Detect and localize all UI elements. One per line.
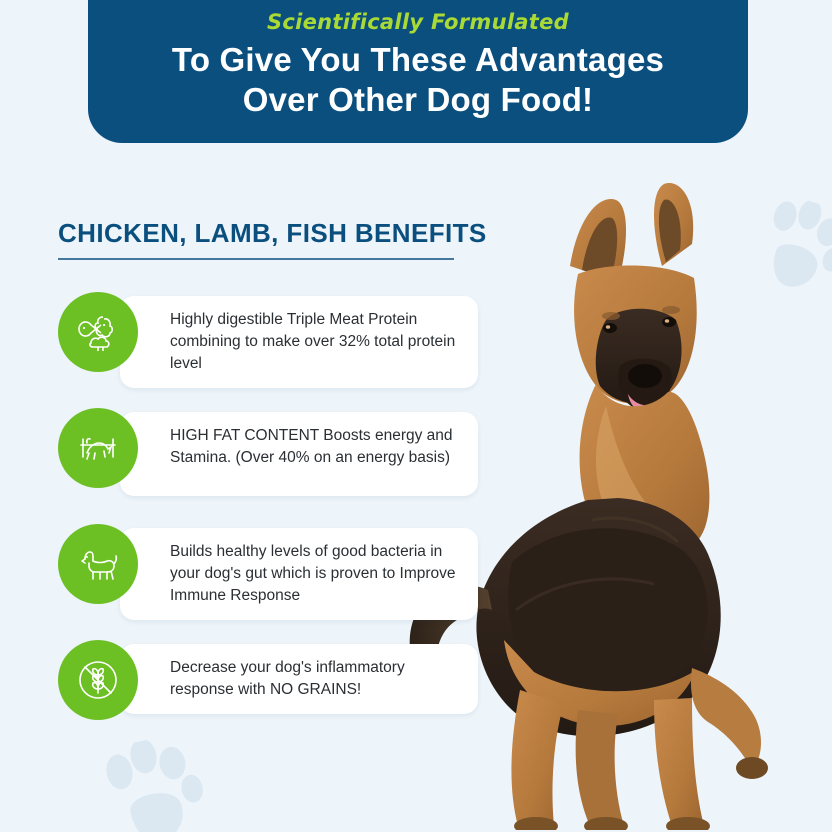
agility-dog-jump-icon <box>58 408 138 488</box>
paw-print-icon <box>89 730 214 832</box>
benefit-text: HIGH FAT CONTENT Boosts energy and Stamina. (Over 40% on an energy basis) <box>120 412 478 496</box>
benefit-text: Builds healthy levels of good bacteria in your dog's gut which is proven to Improve Immune Response <box>120 528 478 620</box>
benefit-item <box>58 408 478 500</box>
dog-standing-icon <box>58 524 138 604</box>
benefit-item <box>58 640 478 718</box>
benefit-text: Highly digestible Triple Meat Protein combining to make over 32% total protein level <box>120 296 478 388</box>
banner-title-line-2: Over Other Dog Food! <box>242 81 594 119</box>
chicken-lamb-fish-icon <box>58 292 138 372</box>
benefits-list <box>58 292 478 742</box>
banner-kicker: Scientifically Formulated <box>266 10 570 34</box>
benefit-item <box>58 524 478 616</box>
banner-title-line-1: To Give You These Advantages <box>171 41 665 78</box>
benefit-text: Decrease your dog's inflammatory response with NO GRAINS! <box>120 644 478 714</box>
benefit-item <box>58 292 478 384</box>
section-divider <box>58 258 454 260</box>
no-grains-icon <box>58 640 138 720</box>
section-heading: CHICKEN, LAMB, FISH BENEFITS <box>58 218 487 248</box>
header-banner <box>88 0 748 143</box>
